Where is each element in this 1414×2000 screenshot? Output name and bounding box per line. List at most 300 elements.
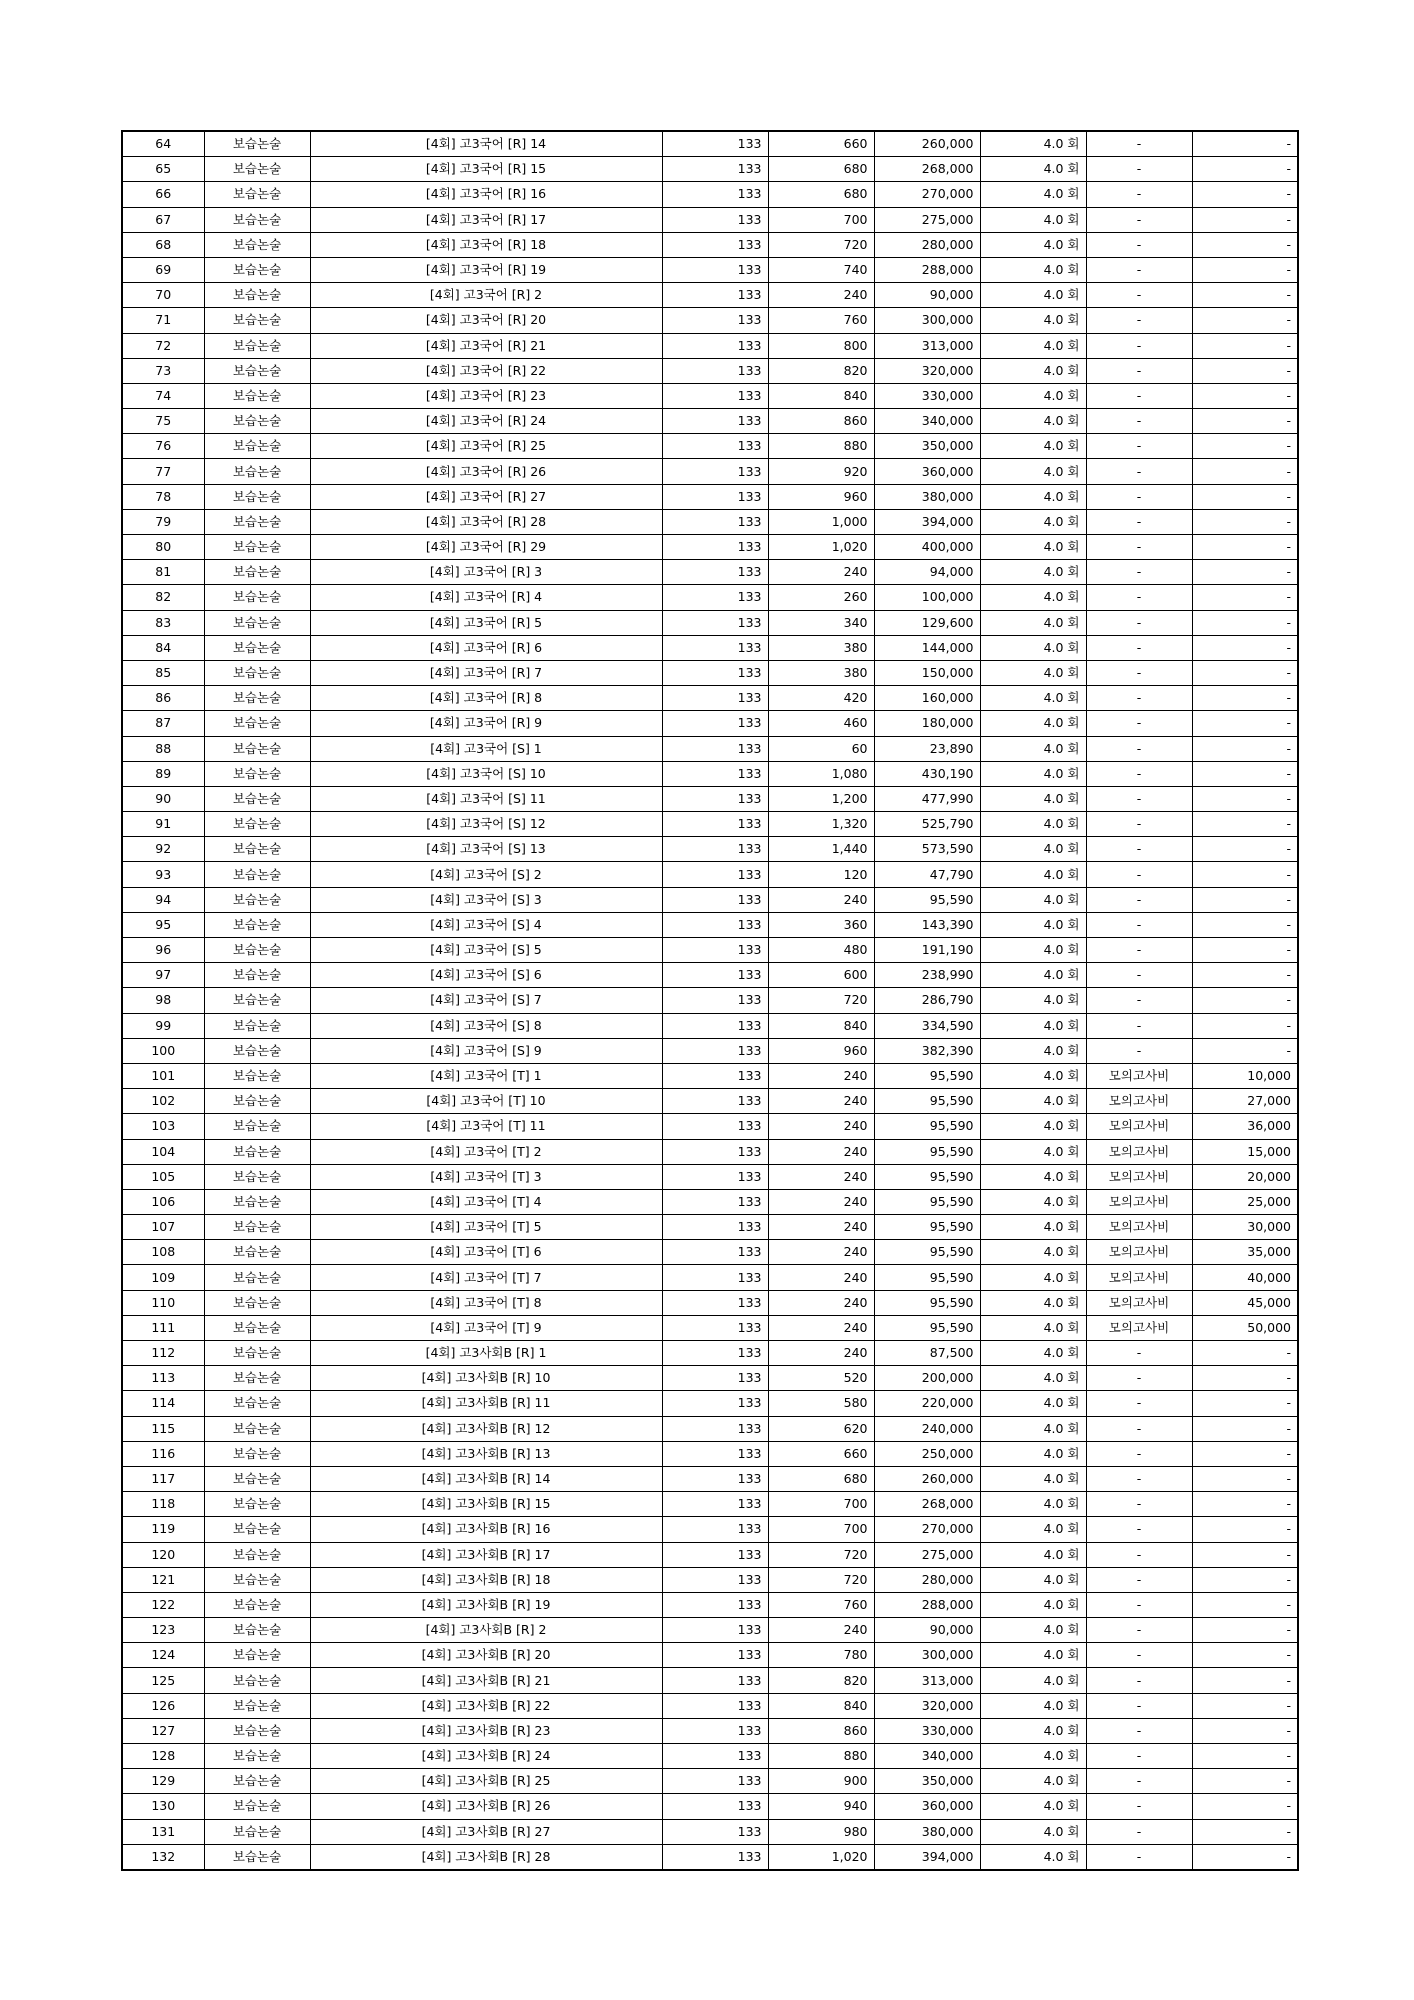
row-number-cell: 104 (122, 1139, 204, 1164)
course-name-cell: [4회] 고3사회B [R] 24 (310, 1744, 662, 1769)
tuition-amount-cell: 95,590 (874, 1063, 980, 1088)
other-fee-amount-cell: - (1192, 1819, 1298, 1844)
sessions-cell: 4.0 회 (980, 862, 1086, 887)
other-fee-amount-cell: 25,000 (1192, 1189, 1298, 1214)
other-fee-type-cell: - (1086, 459, 1192, 484)
base-amount-cell: 1,200 (768, 786, 874, 811)
count-cell: 133 (662, 409, 768, 434)
table-row (122, 938, 1298, 963)
tuition-amount-cell: 400,000 (874, 535, 980, 560)
table-row (122, 358, 1298, 383)
course-name-cell: [4회] 고3국어 [T] 11 (310, 1114, 662, 1139)
course-category-cell: 보습논술 (204, 686, 310, 711)
row-number-cell: 108 (122, 1240, 204, 1265)
table-row (122, 1063, 1298, 1088)
table-row (122, 1744, 1298, 1769)
sessions-cell: 4.0 회 (980, 660, 1086, 685)
course-name-cell: [4회] 고3국어 [R] 27 (310, 484, 662, 509)
row-number-cell: 112 (122, 1341, 204, 1366)
course-name-cell: [4회] 고3국어 [S] 2 (310, 862, 662, 887)
course-name-cell: [4회] 고3국어 [S] 7 (310, 988, 662, 1013)
table-row (122, 1215, 1298, 1240)
other-fee-type-cell: - (1086, 1542, 1192, 1567)
row-number-cell: 113 (122, 1366, 204, 1391)
count-cell: 133 (662, 257, 768, 282)
table-row (122, 1492, 1298, 1517)
row-number-cell: 98 (122, 988, 204, 1013)
row-number-cell: 99 (122, 1013, 204, 1038)
other-fee-type-cell: - (1086, 1341, 1192, 1366)
count-cell: 133 (662, 711, 768, 736)
course-category-cell: 보습논술 (204, 409, 310, 434)
other-fee-amount-cell: - (1192, 1643, 1298, 1668)
other-fee-amount-cell: - (1192, 131, 1298, 157)
tuition-amount-cell: 47,790 (874, 862, 980, 887)
table-row (122, 1240, 1298, 1265)
tuition-amount-cell: 95,590 (874, 1240, 980, 1265)
other-fee-amount-cell: - (1192, 358, 1298, 383)
base-amount-cell: 380 (768, 635, 874, 660)
row-number-cell: 70 (122, 283, 204, 308)
other-fee-type-cell: - (1086, 131, 1192, 157)
base-amount-cell: 240 (768, 887, 874, 912)
table-row (122, 283, 1298, 308)
course-category-cell: 보습논술 (204, 1366, 310, 1391)
count-cell: 133 (662, 232, 768, 257)
tuition-amount-cell: 313,000 (874, 1668, 980, 1693)
tuition-amount-cell: 95,590 (874, 1290, 980, 1315)
other-fee-amount-cell: - (1192, 1038, 1298, 1063)
table-body (122, 131, 1298, 1870)
count-cell: 133 (662, 635, 768, 660)
count-cell: 133 (662, 383, 768, 408)
course-category-cell: 보습논술 (204, 1139, 310, 1164)
other-fee-type-cell: - (1086, 535, 1192, 560)
course-category-cell: 보습논술 (204, 1718, 310, 1743)
count-cell: 133 (662, 761, 768, 786)
base-amount-cell: 60 (768, 736, 874, 761)
course-name-cell: [4회] 고3국어 [S] 6 (310, 963, 662, 988)
other-fee-amount-cell: - (1192, 383, 1298, 408)
row-number-cell: 86 (122, 686, 204, 711)
course-name-cell: [4회] 고3사회B [R] 1 (310, 1341, 662, 1366)
course-category-cell: 보습논술 (204, 383, 310, 408)
tuition-amount-cell: 129,600 (874, 610, 980, 635)
course-category-cell: 보습논술 (204, 610, 310, 635)
sessions-cell: 4.0 회 (980, 131, 1086, 157)
count-cell: 133 (662, 283, 768, 308)
table-row (122, 1189, 1298, 1214)
count-cell: 133 (662, 1215, 768, 1240)
other-fee-amount-cell: - (1192, 283, 1298, 308)
count-cell: 133 (662, 1416, 768, 1441)
count-cell: 133 (662, 308, 768, 333)
row-number-cell: 89 (122, 761, 204, 786)
course-category-cell: 보습논술 (204, 711, 310, 736)
table-row (122, 1819, 1298, 1844)
table-row (122, 157, 1298, 182)
tuition-amount-cell: 275,000 (874, 207, 980, 232)
count-cell: 133 (662, 660, 768, 685)
other-fee-type-cell: 모의고사비 (1086, 1240, 1192, 1265)
course-category-cell: 보습논술 (204, 509, 310, 534)
other-fee-amount-cell: - (1192, 1542, 1298, 1567)
other-fee-type-cell: - (1086, 1668, 1192, 1693)
count-cell: 133 (662, 786, 768, 811)
row-number-cell: 110 (122, 1290, 204, 1315)
tuition-amount-cell: 360,000 (874, 1794, 980, 1819)
course-name-cell: [4회] 고3국어 [R] 25 (310, 434, 662, 459)
course-category-cell: 보습논술 (204, 232, 310, 257)
tuition-amount-cell: 268,000 (874, 157, 980, 182)
other-fee-amount-cell: - (1192, 459, 1298, 484)
count-cell: 133 (662, 1265, 768, 1290)
course-name-cell: [4회] 고3사회B [R] 27 (310, 1819, 662, 1844)
course-category-cell: 보습논술 (204, 1466, 310, 1491)
row-number-cell: 122 (122, 1592, 204, 1617)
table-row (122, 333, 1298, 358)
other-fee-type-cell: - (1086, 1744, 1192, 1769)
other-fee-amount-cell: - (1192, 711, 1298, 736)
table-row (122, 1341, 1298, 1366)
course-name-cell: [4회] 고3국어 [T] 7 (310, 1265, 662, 1290)
other-fee-amount-cell: - (1192, 560, 1298, 585)
count-cell: 133 (662, 1668, 768, 1693)
course-name-cell: [4회] 고3국어 [R] 9 (310, 711, 662, 736)
other-fee-amount-cell: - (1192, 1592, 1298, 1617)
other-fee-amount-cell: 40,000 (1192, 1265, 1298, 1290)
other-fee-type-cell: - (1086, 1794, 1192, 1819)
sessions-cell: 4.0 회 (980, 938, 1086, 963)
row-number-cell: 115 (122, 1416, 204, 1441)
course-category-cell: 보습논술 (204, 862, 310, 887)
row-number-cell: 129 (122, 1769, 204, 1794)
base-amount-cell: 460 (768, 711, 874, 736)
course-name-cell: [4회] 고3국어 [S] 9 (310, 1038, 662, 1063)
tuition-amount-cell: 95,590 (874, 1265, 980, 1290)
course-category-cell: 보습논술 (204, 1794, 310, 1819)
course-name-cell: [4회] 고3사회B [R] 20 (310, 1643, 662, 1668)
course-name-cell: [4회] 고3국어 [S] 13 (310, 837, 662, 862)
course-name-cell: [4회] 고3국어 [S] 4 (310, 912, 662, 937)
table-row (122, 1441, 1298, 1466)
sessions-cell: 4.0 회 (980, 1567, 1086, 1592)
count-cell: 133 (662, 1819, 768, 1844)
tuition-amount-cell: 286,790 (874, 988, 980, 1013)
row-number-cell: 79 (122, 509, 204, 534)
tuition-amount-cell: 268,000 (874, 1492, 980, 1517)
row-number-cell: 114 (122, 1391, 204, 1416)
other-fee-type-cell: - (1086, 308, 1192, 333)
other-fee-amount-cell: 30,000 (1192, 1215, 1298, 1240)
course-category-cell: 보습논술 (204, 358, 310, 383)
table-row (122, 610, 1298, 635)
base-amount-cell: 380 (768, 660, 874, 685)
other-fee-amount-cell: - (1192, 635, 1298, 660)
course-name-cell: [4회] 고3국어 [R] 18 (310, 232, 662, 257)
sessions-cell: 4.0 회 (980, 1265, 1086, 1290)
course-category-cell: 보습논술 (204, 1063, 310, 1088)
table-row (122, 459, 1298, 484)
tuition-amount-cell: 380,000 (874, 1819, 980, 1844)
tuition-amount-cell: 240,000 (874, 1416, 980, 1441)
base-amount-cell: 960 (768, 1038, 874, 1063)
sessions-cell: 4.0 회 (980, 1391, 1086, 1416)
tuition-amount-cell: 340,000 (874, 409, 980, 434)
row-number-cell: 116 (122, 1441, 204, 1466)
other-fee-type-cell: - (1086, 1441, 1192, 1466)
other-fee-type-cell: - (1086, 1718, 1192, 1743)
other-fee-type-cell: - (1086, 711, 1192, 736)
sessions-cell: 4.0 회 (980, 232, 1086, 257)
base-amount-cell: 240 (768, 1265, 874, 1290)
course-name-cell: [4회] 고3국어 [R] 22 (310, 358, 662, 383)
course-name-cell: [4회] 고3국어 [R] 3 (310, 560, 662, 585)
other-fee-type-cell: - (1086, 1769, 1192, 1794)
other-fee-amount-cell: - (1192, 509, 1298, 534)
base-amount-cell: 740 (768, 257, 874, 282)
sessions-cell: 4.0 회 (980, 1441, 1086, 1466)
sessions-cell: 4.0 회 (980, 1416, 1086, 1441)
course-name-cell: [4회] 고3국어 [R] 26 (310, 459, 662, 484)
tuition-amount-cell: 288,000 (874, 1592, 980, 1617)
course-category-cell: 보습논술 (204, 1240, 310, 1265)
count-cell: 133 (662, 1290, 768, 1315)
table-row (122, 1416, 1298, 1441)
course-name-cell: [4회] 고3국어 [R] 19 (310, 257, 662, 282)
course-name-cell: [4회] 고3국어 [T] 10 (310, 1089, 662, 1114)
course-category-cell: 보습논술 (204, 1441, 310, 1466)
table-row (122, 1643, 1298, 1668)
course-category-cell: 보습논술 (204, 837, 310, 862)
sessions-cell: 4.0 회 (980, 257, 1086, 282)
table-row (122, 232, 1298, 257)
count-cell: 133 (662, 1240, 768, 1265)
table-row (122, 1542, 1298, 1567)
sessions-cell: 4.0 회 (980, 1366, 1086, 1391)
row-number-cell: 103 (122, 1114, 204, 1139)
row-number-cell: 132 (122, 1844, 204, 1870)
sessions-cell: 4.0 회 (980, 1089, 1086, 1114)
count-cell: 133 (662, 560, 768, 585)
course-name-cell: [4회] 고3사회B [R] 19 (310, 1592, 662, 1617)
row-number-cell: 97 (122, 963, 204, 988)
row-number-cell: 109 (122, 1265, 204, 1290)
table-row (122, 509, 1298, 534)
count-cell: 133 (662, 837, 768, 862)
other-fee-type-cell: - (1086, 786, 1192, 811)
course-category-cell: 보습논술 (204, 182, 310, 207)
course-category-cell: 보습논술 (204, 1114, 310, 1139)
base-amount-cell: 700 (768, 1492, 874, 1517)
sessions-cell: 4.0 회 (980, 409, 1086, 434)
other-fee-amount-cell: - (1192, 862, 1298, 887)
count-cell: 133 (662, 1744, 768, 1769)
other-fee-amount-cell: - (1192, 232, 1298, 257)
other-fee-amount-cell: - (1192, 837, 1298, 862)
table-row (122, 1668, 1298, 1693)
course-name-cell: [4회] 고3사회B [R] 16 (310, 1517, 662, 1542)
table-row (122, 887, 1298, 912)
base-amount-cell: 520 (768, 1366, 874, 1391)
tuition-amount-cell: 394,000 (874, 509, 980, 534)
tuition-amount-cell: 180,000 (874, 711, 980, 736)
base-amount-cell: 480 (768, 938, 874, 963)
course-name-cell: [4회] 고3사회B [R] 18 (310, 1567, 662, 1592)
course-category-cell: 보습논술 (204, 1215, 310, 1240)
table-row (122, 635, 1298, 660)
other-fee-type-cell: - (1086, 333, 1192, 358)
course-category-cell: 보습논술 (204, 1315, 310, 1340)
course-name-cell: [4회] 고3국어 [R] 24 (310, 409, 662, 434)
row-number-cell: 78 (122, 484, 204, 509)
course-category-cell: 보습논술 (204, 1844, 310, 1870)
row-number-cell: 121 (122, 1567, 204, 1592)
table-row (122, 711, 1298, 736)
other-fee-amount-cell: - (1192, 812, 1298, 837)
count-cell: 133 (662, 610, 768, 635)
table-row (122, 1265, 1298, 1290)
other-fee-type-cell: - (1086, 358, 1192, 383)
row-number-cell: 96 (122, 938, 204, 963)
sessions-cell: 4.0 회 (980, 535, 1086, 560)
course-name-cell: [4회] 고3사회B [R] 26 (310, 1794, 662, 1819)
course-name-cell: [4회] 고3국어 [R] 6 (310, 635, 662, 660)
table-row (122, 912, 1298, 937)
course-category-cell: 보습논술 (204, 1265, 310, 1290)
course-name-cell: [4회] 고3국어 [T] 3 (310, 1164, 662, 1189)
other-fee-type-cell: - (1086, 812, 1192, 837)
course-name-cell: [4회] 고3국어 [R] 29 (310, 535, 662, 560)
table-row (122, 383, 1298, 408)
tuition-amount-cell: 95,590 (874, 1114, 980, 1139)
count-cell: 133 (662, 1769, 768, 1794)
row-number-cell: 105 (122, 1164, 204, 1189)
tuition-amount-cell: 95,590 (874, 1089, 980, 1114)
tuition-amount-cell: 95,590 (874, 1315, 980, 1340)
course-category-cell: 보습논술 (204, 333, 310, 358)
other-fee-type-cell: 모의고사비 (1086, 1089, 1192, 1114)
course-name-cell: [4회] 고3국어 [R] 14 (310, 131, 662, 157)
count-cell: 133 (662, 1391, 768, 1416)
tuition-amount-cell: 360,000 (874, 459, 980, 484)
course-category-cell: 보습논술 (204, 635, 310, 660)
course-category-cell: 보습논술 (204, 535, 310, 560)
table-row (122, 1567, 1298, 1592)
base-amount-cell: 120 (768, 862, 874, 887)
sessions-cell: 4.0 회 (980, 1492, 1086, 1517)
sessions-cell: 4.0 회 (980, 509, 1086, 534)
table-row (122, 1844, 1298, 1870)
other-fee-amount-cell: 35,000 (1192, 1240, 1298, 1265)
other-fee-type-cell: - (1086, 1618, 1192, 1643)
row-number-cell: 100 (122, 1038, 204, 1063)
other-fee-amount-cell: - (1192, 1391, 1298, 1416)
course-category-cell: 보습논술 (204, 786, 310, 811)
base-amount-cell: 240 (768, 1341, 874, 1366)
sessions-cell: 4.0 회 (980, 963, 1086, 988)
tuition-amount-cell: 95,590 (874, 1215, 980, 1240)
row-number-cell: 81 (122, 560, 204, 585)
count-cell: 133 (662, 1844, 768, 1870)
other-fee-type-cell: 모의고사비 (1086, 1063, 1192, 1088)
tuition-amount-cell: 430,190 (874, 761, 980, 786)
other-fee-amount-cell: - (1192, 610, 1298, 635)
other-fee-type-cell: - (1086, 232, 1192, 257)
other-fee-amount-cell: 15,000 (1192, 1139, 1298, 1164)
tuition-amount-cell: 144,000 (874, 635, 980, 660)
course-category-cell: 보습논술 (204, 1341, 310, 1366)
sessions-cell: 4.0 회 (980, 157, 1086, 182)
base-amount-cell: 260 (768, 585, 874, 610)
tuition-amount-cell: 380,000 (874, 484, 980, 509)
other-fee-amount-cell: - (1192, 912, 1298, 937)
row-number-cell: 130 (122, 1794, 204, 1819)
tuition-amount-cell: 270,000 (874, 1517, 980, 1542)
base-amount-cell: 700 (768, 1517, 874, 1542)
table-row (122, 862, 1298, 887)
row-number-cell: 102 (122, 1089, 204, 1114)
other-fee-amount-cell: - (1192, 761, 1298, 786)
row-number-cell: 118 (122, 1492, 204, 1517)
sessions-cell: 4.0 회 (980, 1466, 1086, 1491)
course-category-cell: 보습논술 (204, 1819, 310, 1844)
count-cell: 133 (662, 1038, 768, 1063)
other-fee-type-cell: - (1086, 157, 1192, 182)
course-category-cell: 보습논술 (204, 736, 310, 761)
course-name-cell: [4회] 고3국어 [S] 5 (310, 938, 662, 963)
course-category-cell: 보습논술 (204, 1542, 310, 1567)
other-fee-type-cell: - (1086, 736, 1192, 761)
sessions-cell: 4.0 회 (980, 1769, 1086, 1794)
table-row (122, 308, 1298, 333)
course-category-cell: 보습논술 (204, 257, 310, 282)
table-row (122, 660, 1298, 685)
other-fee-amount-cell: - (1192, 257, 1298, 282)
table-row (122, 988, 1298, 1013)
base-amount-cell: 620 (768, 1416, 874, 1441)
row-number-cell: 87 (122, 711, 204, 736)
table-row (122, 1618, 1298, 1643)
tuition-amount-cell: 280,000 (874, 232, 980, 257)
course-category-cell: 보습논술 (204, 1391, 310, 1416)
course-category-cell: 보습논술 (204, 963, 310, 988)
course-name-cell: [4회] 고3국어 [S] 3 (310, 887, 662, 912)
row-number-cell: 91 (122, 812, 204, 837)
base-amount-cell: 820 (768, 358, 874, 383)
base-amount-cell: 880 (768, 434, 874, 459)
count-cell: 133 (662, 1693, 768, 1718)
base-amount-cell: 880 (768, 1744, 874, 1769)
course-category-cell: 보습논술 (204, 938, 310, 963)
other-fee-amount-cell: - (1192, 1441, 1298, 1466)
other-fee-type-cell: - (1086, 963, 1192, 988)
sessions-cell: 4.0 회 (980, 887, 1086, 912)
tuition-amount-cell: 160,000 (874, 686, 980, 711)
count-cell: 133 (662, 157, 768, 182)
other-fee-amount-cell: - (1192, 585, 1298, 610)
course-name-cell: [4회] 고3사회B [R] 15 (310, 1492, 662, 1517)
other-fee-type-cell: 모의고사비 (1086, 1265, 1192, 1290)
base-amount-cell: 680 (768, 1466, 874, 1491)
course-category-cell: 보습논술 (204, 812, 310, 837)
course-category-cell: 보습논술 (204, 207, 310, 232)
sessions-cell: 4.0 회 (980, 1542, 1086, 1567)
row-number-cell: 80 (122, 535, 204, 560)
other-fee-amount-cell: - (1192, 1618, 1298, 1643)
row-number-cell: 124 (122, 1643, 204, 1668)
course-name-cell: [4회] 고3사회B [R] 28 (310, 1844, 662, 1870)
